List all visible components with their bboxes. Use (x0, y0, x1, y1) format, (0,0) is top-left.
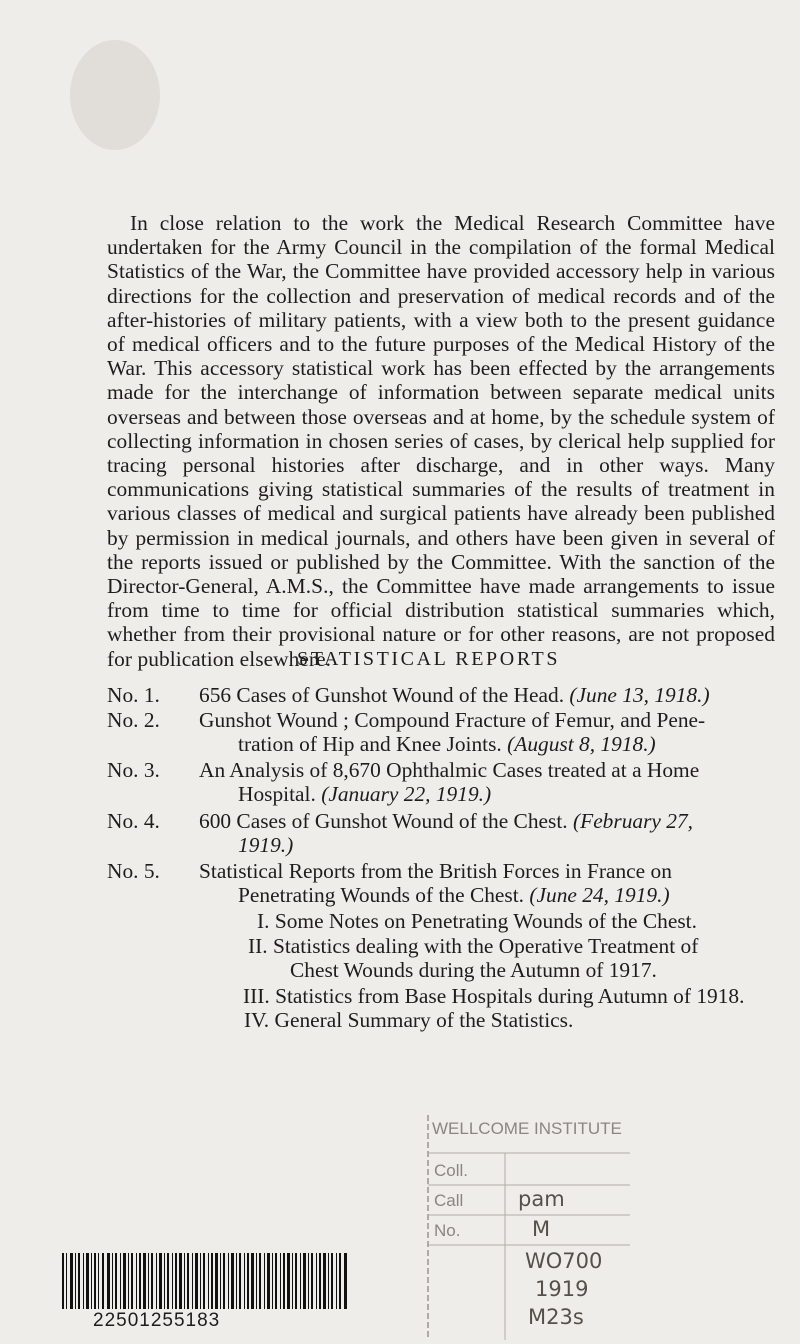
report-item (107, 758, 777, 806)
report-item (107, 708, 777, 756)
intro-paragraph: In close relation to the work the Medical Research Committee have undertaken for the Army Council in the compilation of the formal Medical Statistics of the War, the Committee have provided accessory help in various directions for the collection and preservation of medical records and of the after-histories of military patients, with a view both to the present guidance of medical officers and to the future purposes of the Medical History of the War. This accessory statistical work has been effected by the arrangements made for the interchange of information between separate medical units overseas and between those overseas and at home, by the schedule system of collecting information in chosen series of cases, by clerical help supplied for tracing personal histories after discharge, and in other ways. Many communications giving statistical summaries of the results of treatment in various classes of medical and surgical patients have already been published by permission in medical journals, and others have been given in several of the reports issued or published by the Committee. With the sanction of the Director-General, A.M.S., the Committee have made arrangements to issue from time to time for official distribution statistical summaries which, whether from their provisional nature or for other reasons, are not proposed for publication elsewhere. (107, 211, 775, 671)
card-extra: M23s (528, 1305, 584, 1329)
report-title: An Analysis of 8,670 Ophthalmic Cases treated at a Home (199, 758, 700, 782)
report-number: No. 4. (107, 809, 160, 833)
report-number: No. 3. (107, 758, 160, 782)
report-item (107, 809, 777, 857)
report-title: Statistical Reports from the British Forces in France on (199, 859, 672, 883)
subsection-numeral: II. (248, 934, 268, 958)
report-title: 656 Cases of Gunshot Wound of the Head. (199, 683, 565, 707)
card-shelf-mark: WO700 (525, 1249, 603, 1273)
report-date: (August 8, 1918.) (507, 732, 656, 757)
card-coll-label: Coll. (434, 1161, 469, 1180)
report-title: 600 Cases of Gunshot Wound of the Chest. (199, 809, 568, 833)
subsection-title-cont: Chest Wounds during the Autumn of 1917. (290, 958, 657, 983)
card-year: 1919 (535, 1277, 589, 1301)
report-title-cont: tration of Hip and Knee Joints. (238, 732, 502, 757)
subsection-title: General Summary of the Statistics. (274, 1008, 574, 1032)
report-item (107, 683, 777, 707)
report-title: Gunshot Wound ; Compound Fracture of Femur, and Pene- (199, 708, 706, 732)
subsection-numeral: I. (257, 909, 270, 933)
card-call-label: Call (434, 1191, 464, 1210)
subsection-numeral: IV. (244, 1008, 270, 1032)
card-header: WELLCOME INSTITUTE (432, 1119, 622, 1138)
subsection-title: Statistics from Base Hospitals during Autumn of 1918. (275, 984, 745, 1008)
report-title-cont: Hospital. (238, 782, 316, 807)
report-number: No. 2. (107, 708, 160, 732)
card-no-label: No. (434, 1221, 461, 1240)
report-date: (February 27, (573, 809, 693, 833)
report-number: No. 1. (107, 683, 160, 707)
section-title: STATISTICAL REPORTS (297, 648, 561, 670)
subsection-item (248, 934, 800, 982)
page-smudge (70, 40, 160, 150)
subsection-title: Statistics dealing with the Operative Treatment of (272, 934, 699, 958)
report-date: (June 24, 1919.) (529, 883, 670, 908)
card-call-value: pam (518, 1187, 565, 1211)
report-date-cont: 1919.) (238, 833, 294, 858)
subsection-item (257, 909, 800, 933)
library-card (420, 1115, 710, 1340)
barcode-number: 22501255183 (93, 1310, 221, 1331)
subsection-item (244, 1008, 800, 1032)
report-date: (June 13, 1918.) (569, 683, 710, 707)
barcode-graphic (62, 1253, 347, 1309)
report-item (107, 859, 777, 907)
subsection-title: Some Notes on Penetrating Wounds of the Chest. (274, 909, 697, 933)
subsection-item (243, 984, 800, 1008)
subsection-numeral: III. (243, 984, 270, 1008)
report-number: No. 5. (107, 859, 160, 883)
report-date: (January 22, 1919.) (321, 782, 492, 807)
card-no-value: M (532, 1217, 551, 1241)
report-title-cont: Penetrating Wounds of the Chest. (238, 883, 525, 908)
